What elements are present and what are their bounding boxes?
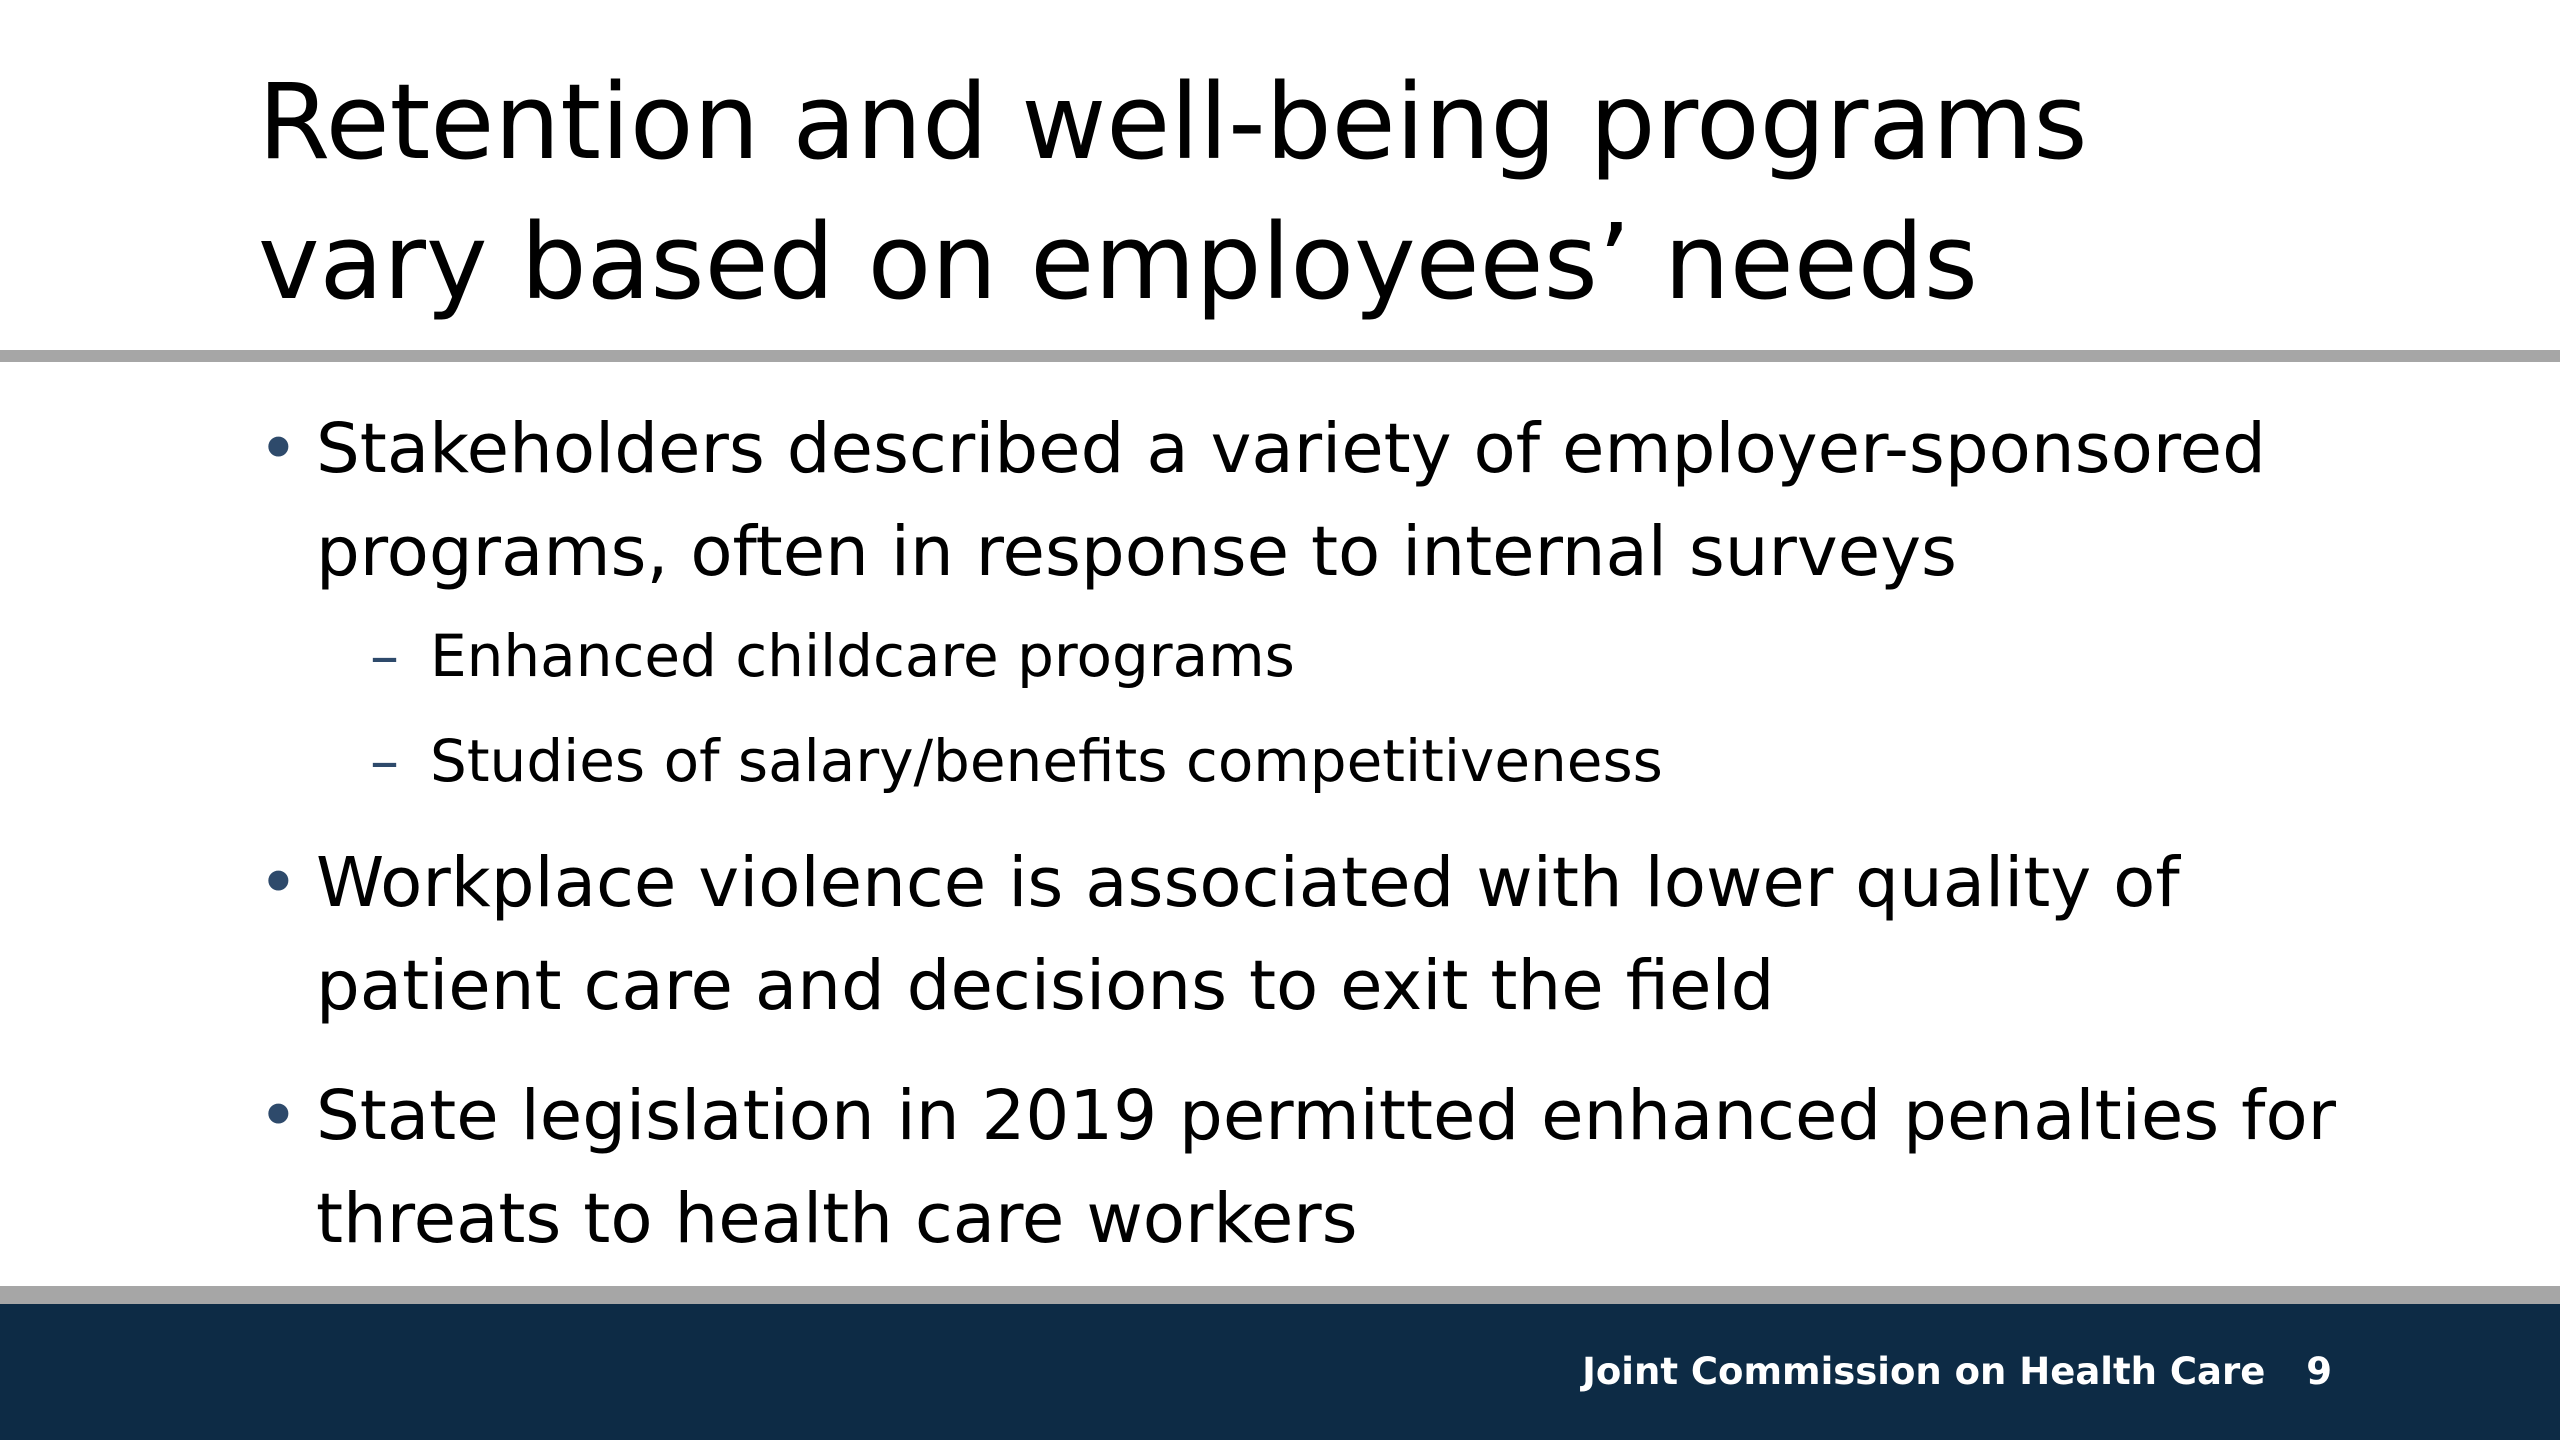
bullet-item <box>258 398 2498 604</box>
spacer <box>258 814 2498 832</box>
bullet-icon: • <box>258 1076 299 1156</box>
bullet-line: Workplace violence is associated with lower quality of <box>316 843 2180 923</box>
dash-icon: – <box>370 622 399 690</box>
title-line-1: Retention and well-being programs <box>258 61 2088 183</box>
slide-body <box>258 398 2498 1271</box>
spacer <box>258 1038 2498 1065</box>
bullet-text <box>316 398 2498 604</box>
title-line-2: vary based on employees’ needs <box>258 201 1978 323</box>
bullet-line: State legislation in 2019 permitted enhanced penalties for <box>316 1076 2337 1156</box>
page-number: 9 <box>2306 1350 2332 1393</box>
title-divider <box>0 350 2560 362</box>
slide-title <box>258 52 2458 332</box>
bullet-item <box>258 1065 2498 1271</box>
organization-name: Joint Commission on Health Care <box>1582 1350 2266 1393</box>
footer-bar <box>0 1304 2560 1440</box>
bullet-icon: • <box>258 409 299 489</box>
bullet-text <box>316 1065 2498 1271</box>
sub-bullet-text: Enhanced childcare programs <box>430 622 1295 690</box>
bullet-line: patient care and decisions to exit the field <box>316 946 1775 1026</box>
bullet-icon: • <box>258 843 299 923</box>
bullet-line: programs, often in response to internal surveys <box>316 512 1957 592</box>
bullet-line: Stakeholders described a variety of employer-sponsored <box>316 409 2266 489</box>
sub-bullet-item <box>258 709 2498 814</box>
dash-icon: – <box>370 727 399 795</box>
footer-text <box>1582 1344 2332 1400</box>
footer-divider <box>0 1286 2560 1304</box>
sub-bullet-text: Studies of salary/benefits competitiveness <box>430 727 1663 795</box>
bullet-line: threats to health care workers <box>316 1179 1358 1259</box>
bullet-item <box>258 832 2498 1038</box>
bullet-text <box>316 832 2498 1038</box>
sub-bullet-item <box>258 604 2498 709</box>
